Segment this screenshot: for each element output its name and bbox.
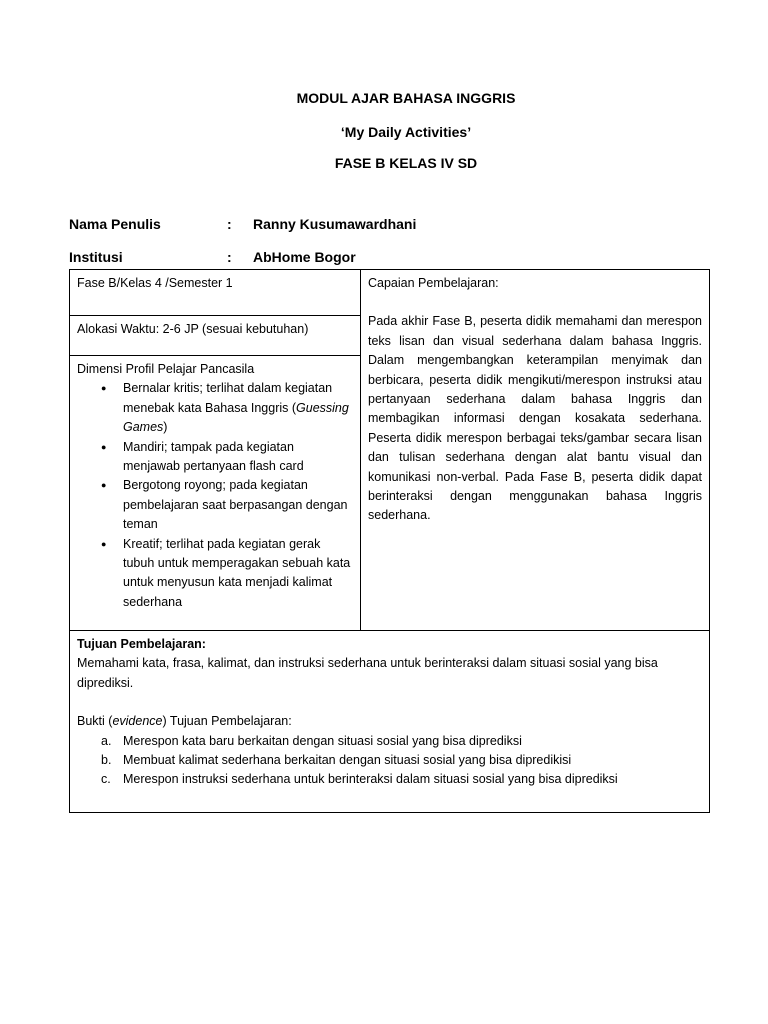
list-item: a. Merespon kata baru berkaitan dengan situasi sosial yang bisa diprediksi xyxy=(101,733,522,748)
meta-author-row xyxy=(69,216,416,232)
list-item: ● Mandiri; tampak pada kegiatan menjawab pertanyaan flash card xyxy=(77,438,353,477)
meta-institution-sep: : xyxy=(227,249,232,265)
meta-institution-label: Institusi xyxy=(69,249,123,265)
meta-author-label: Nama Penulis xyxy=(69,216,161,232)
list-item: b. Membuat kalimat sederhana berkaitan dengan situasi sosial yang bisa dipredikisi xyxy=(101,753,572,768)
capaian-body: Pada akhir Fase B, peserta didik memahami dan merespon teks lisan dan visual sederhana dalam bahasa Inggris. Dalam mengembangkan keterampilan menyimak dan berbicara, peserta didik mengikuti/merespon instruksi atau pertanyaan sederhana dalam bahasa Inggris dan membagikan informasi dengan kosakata sederhana. Peserta didik merespon berbagai teks/gambar secara lisan dan tulisan sederhana dengan alat bantu visual dan komunikasi non-verbal. Pada Fase B, peserta didik dapat berinteraksi dengan menggunakan bahasa Inggris sederhana. xyxy=(368,314,702,523)
time-cell xyxy=(69,315,361,356)
document-title: MODUL AJAR BAHASA INGGRIS xyxy=(296,90,516,106)
list-item: ● Bergotong royong; pada kegiatan pembelajaran saat berpasangan dengan teman xyxy=(77,476,353,534)
meta-institution-row xyxy=(69,249,356,265)
meta-institution-value: AbHome Bogor xyxy=(253,249,356,265)
tujuan-body: Memahami kata, frasa, kalimat, dan instruksi sederhana untuk berinteraksi dalam situasi sosial yang bisa diprediksi. xyxy=(77,656,658,690)
bukti-heading: Bukti (evidence) Tujuan Pembelajaran: xyxy=(77,714,292,729)
document-subtitle: ‘My Daily Activities’ xyxy=(340,124,472,140)
meta-author-value: Ranny Kusumawardhani xyxy=(253,216,417,232)
tujuan-heading: Tujuan Pembelajaran: xyxy=(77,637,206,651)
profile-cell xyxy=(69,355,361,631)
bukti-list xyxy=(77,732,702,790)
time-text: Alokasi Waktu: 2-6 JP (sesuai kebutuhan) xyxy=(77,322,309,336)
profile-list xyxy=(77,379,353,612)
list-item: ● Kreatif; terlihat pada kegiatan gerak tubuh untuk memperagakan sebuah kata untuk menyusun kata menjadi kalimat sederhana xyxy=(77,535,353,613)
profile-heading: Dimensi Profil Pelajar Pancasila xyxy=(77,362,255,376)
capaian-cell xyxy=(360,269,710,631)
document-grade: FASE B KELAS IV SD xyxy=(334,155,478,171)
phase-text: Fase B/Kelas 4 /Semester 1 xyxy=(77,276,233,290)
phase-cell xyxy=(69,269,361,316)
capaian-heading: Capaian Pembelajaran: xyxy=(368,276,499,290)
tujuan-cell xyxy=(69,630,710,813)
list-item: c. Merespon instruksi sederhana untuk berinteraksi dalam situasi sosial yang bisa diprediksi xyxy=(101,772,618,787)
meta-author-sep: : xyxy=(227,216,232,232)
list-item: ● Bernalar kritis; terlihat dalam kegiatan menebak kata Bahasa Inggris (Guessing Games) xyxy=(77,379,353,437)
